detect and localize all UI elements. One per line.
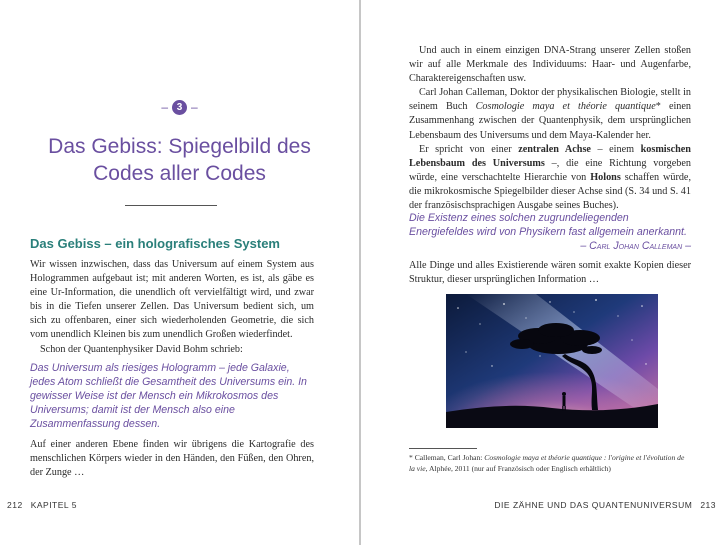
paragraph: Wir wissen inzwischen, dass das Universum auf einem System aus Hologrammen aufgebaut ist; mit anderen Worten, es ist, als gäbe es eine Ur-Information, die unendlich oft vervielfältigt wird, und zwar bis in die Tiefen unserer Zellen. Das Universum bedient sich, um sich zu offenbaren, einer sich wiederholenden Geometrie, die sich vom unendlich Kleinen bis zum unendlich Großen wiederfindet. [30, 259, 314, 341]
quote-attribution: – Carl Johan Calleman – [580, 240, 691, 253]
footnote-book-title: Cosmologie maya et théorie quantique : l'origine et l'évolution de la vie [409, 453, 685, 473]
footnote: * Calleman, Carl Johan: Cosmologie maya et théorie quantique : l'origine et l'évolution de la vie, Alphée, 2011 (nur auf Französisch oder Englisch erhältlich) [409, 453, 685, 473]
book-title: Cosmologie maya et théorie quantique [475, 101, 656, 113]
page-number: 212 [7, 500, 23, 510]
folio [494, 500, 716, 510]
body-text-block [409, 44, 691, 213]
emphasis: kosmischen Lebensbaum des Universums [409, 143, 691, 169]
paragraph: Schon der Quantenphysiker David Bohm schrieb: [40, 343, 243, 355]
page-number: 213 [700, 500, 716, 510]
paragraph: Carl Johan Calleman, Doktor der physikalischen Biologie, stellt in seinem Buch Cosmologie maya et théorie quantique* einen Zusammenhang zwischen der Quantenphysik, dem ursprünglichen Lebensbaum des Universums und dem Maya-Kalender her. [409, 87, 691, 141]
chapter-title-line2: Codes aller Codes [93, 162, 266, 185]
section-heading: Das Gebiss – ein holografisches System [30, 236, 280, 251]
chapter-title [0, 133, 359, 187]
title-divider [125, 205, 217, 206]
paragraph: Alle Dinge und alles Existierende wären somit exakte Kopien dieser Struktur, dieser ursprünglichen Information … [409, 260, 691, 286]
tree-silhouette-illustration [446, 294, 658, 428]
paragraph: Und auch in einem einzigen DNA-Strang unserer Zellen stoßen wir auf alle Merkmale des Individuums: Haar- und Augenfarbe, Charaktereigenschaften usw. [409, 45, 691, 85]
chapter-title-line1: Das Gebiss: Spiegelbild des [48, 135, 311, 158]
left-page [0, 0, 359, 545]
pull-quote [409, 211, 691, 253]
running-head: DIE ZÄHNE UND DAS QUANTENUNIVERSUM [494, 500, 693, 510]
right-page [361, 0, 720, 545]
pull-quote: Das Universum als riesiges Hologramm – jede Galaxie, jedes Atom schließt die Gesamtheit des Universums ein. In gewisser Weise ist der Mensch ein Mikrokosmos des Universums; damit ist der Mensch also eine Zusammenfassung dessen. [30, 362, 307, 431]
paragraph: Er spricht von einer zentralen Achse – einem kosmischen Lebensbaum des Universums –, die eine Richtung vorgeben würde, eine verschachtelte Hierarchie von Holons schaffen würde, die mikrokosmische Spiegelbilder dieser Achse sind (S. 34 und S. 41 der französischsprachigen Ausgabe seines Buches). [409, 143, 692, 212]
emphasis: Holons [590, 171, 621, 183]
paragraph: Auf einer anderen Ebene finden wir übrigens die Kartografie des menschlichen Körpers wieder in den Händen, den Füßen, den Ohren, der Zunge … [30, 439, 314, 479]
body-text-block [30, 258, 314, 357]
emphasis: zentralen Achse [518, 143, 591, 155]
folio [7, 500, 77, 510]
running-head: KAPITEL 5 [30, 500, 77, 510]
chapter-number: – 3 – [161, 100, 198, 114]
chapter-number-badge: 3 [172, 100, 187, 115]
footnote-divider [409, 448, 477, 449]
quote-text: Die Existenz eines solchen zugrundeliegenden Energiefeldes wird von Physikern fast allgemein anerkannt. [409, 212, 687, 239]
